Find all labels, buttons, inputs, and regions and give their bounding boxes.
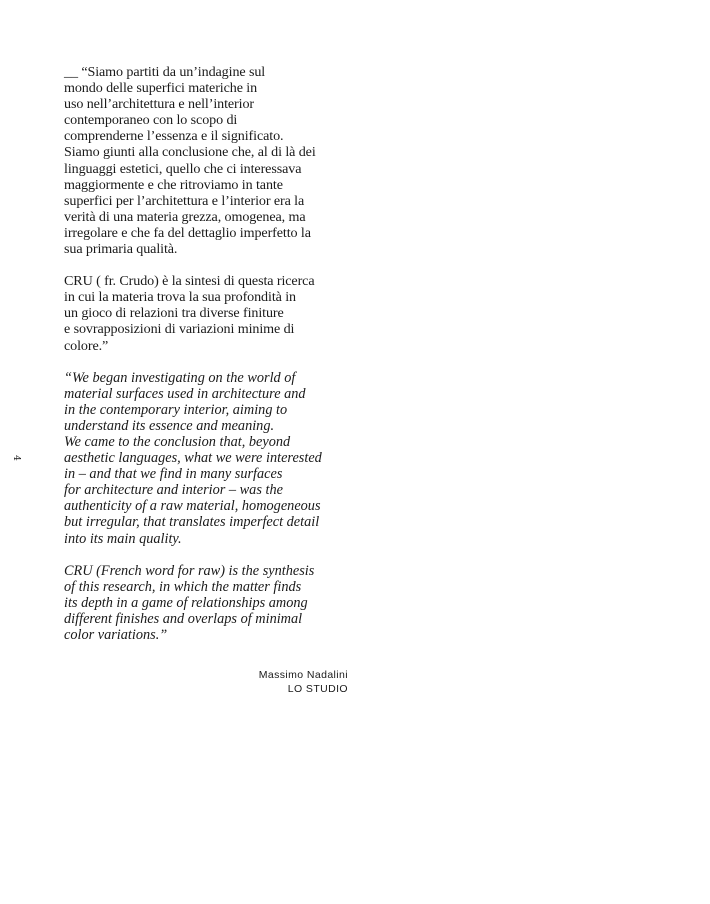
- signature-name: Massimo Nadalini: [258, 669, 348, 681]
- english-paragraph-1: “We began investigating on the world of material surfaces used in architecture and in the contemporary interior, aiming to understand its essence and meaning. We came to the conclusion that, beyond aesthetic languages, what we were interested in – and that we find in many surfaces for architecture and interior – was the authenticity of a raw material, homogeneous but irregular, that translates imperfect detail into its main quality.: [64, 369, 322, 547]
- italian-paragraph-2: CRU ( fr. Crudo) è la sintesi di questa ricerca in cui la materia trova la sua profondità in un gioco di relazioni tra diverse finiture e sovrapposizioni di variazioni minime di colore.”: [64, 273, 315, 354]
- page-number: 4: [10, 455, 21, 461]
- quote-column: [64, 64, 354, 643]
- signature-company: LO STUDIO: [287, 683, 348, 695]
- english-paragraph-2: CRU (French word for raw) is the synthesis of this research, in which the matter finds its depth in a game of relationships among different finishes and overlaps of minimal color variations.”: [64, 562, 315, 643]
- italian-paragraph-1: __ “Siamo partiti da un’indagine sul mondo delle superfici materiche in uso nell’architettura e nell’interior contemporaneo con lo scopo di comprenderne l’essenza e il significato. Siamo giunti alla conclusione che, al di là dei linguaggi estetici, quello che ci interessava maggiormente e che ritroviamo in tante superfici per l’architettura e l’interior era la verità di una materia grezza, omogenea, ma irregolare e che fa del dettaglio imperfetto la sua primaria qualità.: [64, 64, 316, 258]
- signature-block: [259, 668, 348, 696]
